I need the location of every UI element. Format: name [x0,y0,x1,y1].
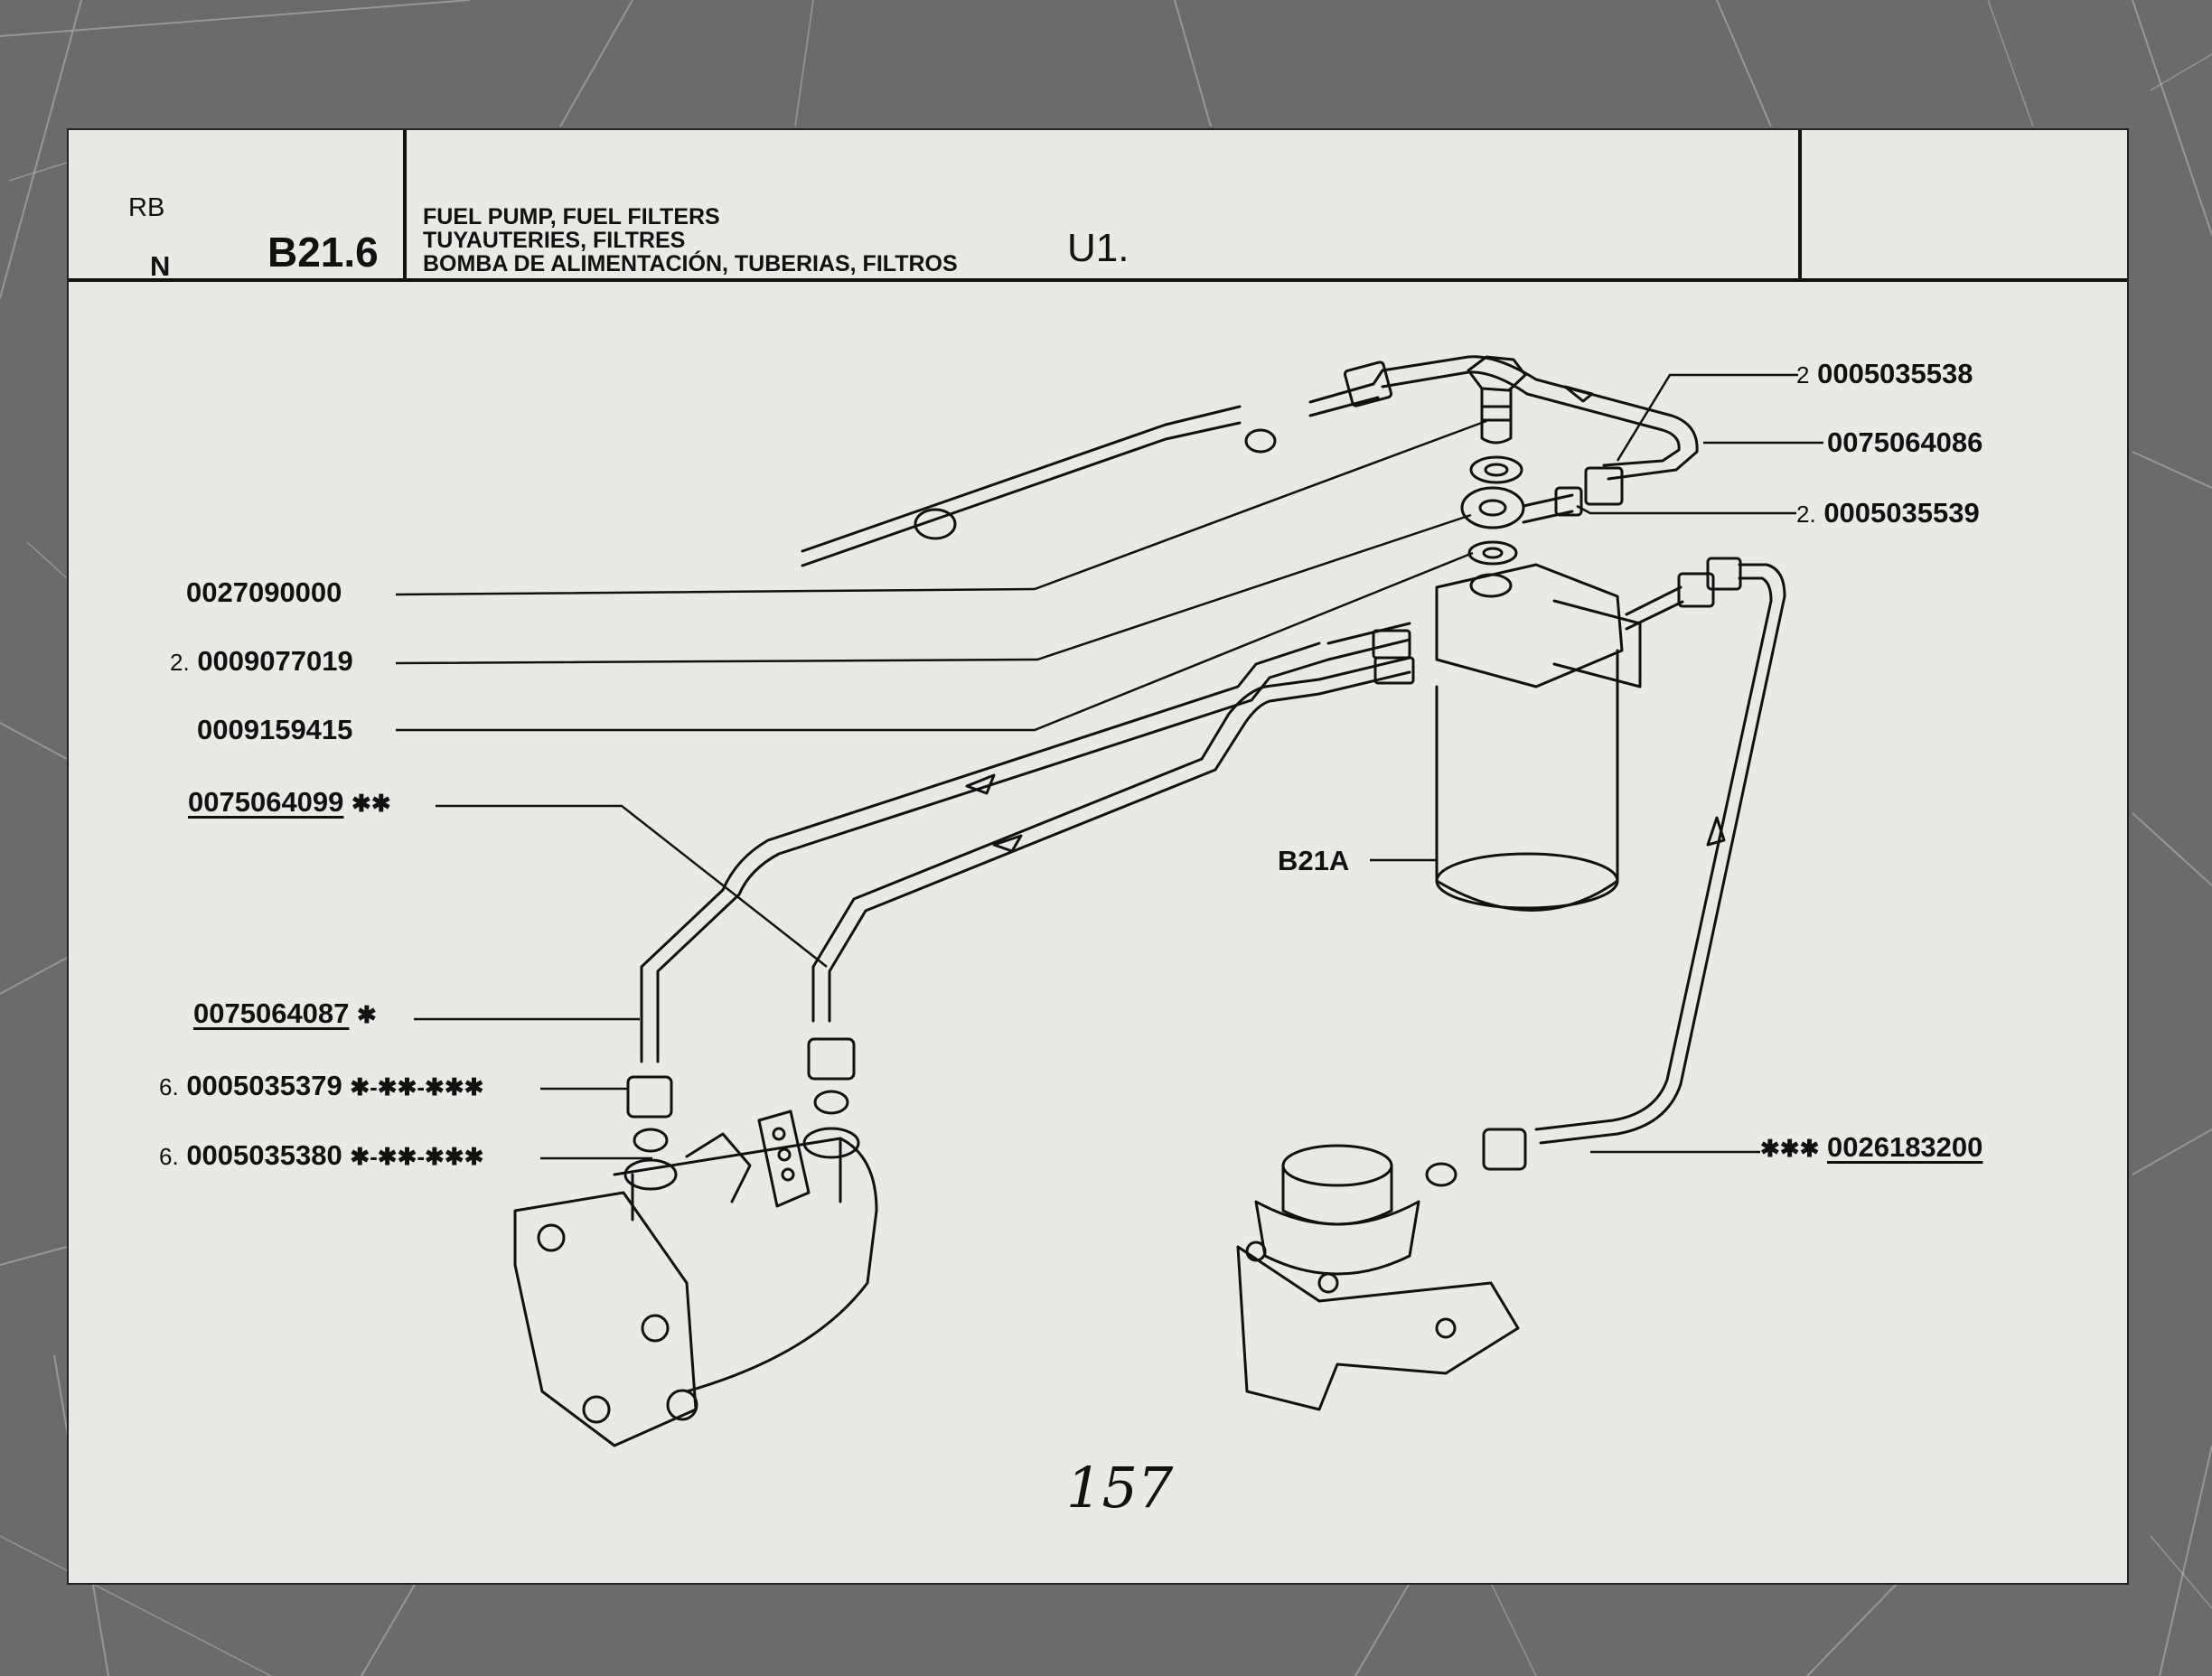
union-nuts [628,1039,854,1151]
callout-stars: ✱✱✱ [1760,1135,1820,1162]
callout-part-number: 0005035379 [186,1070,342,1101]
callout-part-number: 0009077019 [197,645,353,677]
callout-part-number: 0005035539 [1823,497,1980,529]
callout-qty: 6. [159,1143,179,1170]
callout-part-number: 0075064087 [193,997,350,1029]
fuel-filter-icon [1319,558,1740,911]
title-spanish: BOMBA DE ALIMENTACIÓN, TUBERIAS, FILTROS [423,251,958,276]
callout-stars: ✱-✱✱-✱✱✱ [350,1143,484,1170]
callout-0005035538 [1796,360,1973,388]
callout-part-number: 0075064086 [1827,426,1983,458]
callout-part-number: 0009159415 [197,714,353,745]
callout-part-number: 0005035380 [186,1139,342,1171]
callout-part-number: 0026183200 [1826,1131,1983,1163]
injection-pump-icon [515,1111,876,1446]
callout-qty: 2 [1796,361,1810,389]
model-code: U1. [1067,226,1129,270]
callout-qty: 6. [159,1073,179,1100]
rb-label: RB [128,193,165,222]
callout-stars: ✱-✱✱-✱✱✱ [350,1073,484,1100]
callout-0005035539 [1796,499,1980,527]
assembly-reference: B21A [1278,845,1350,876]
callout-0005035379 [159,1072,483,1100]
callout-qty: 2. [170,649,190,676]
callout-0075064087 [193,999,377,1027]
title-english: FUEL PUMP, FUEL FILTERS [423,204,720,229]
callout-0027090000 [186,578,342,606]
return-pipe [802,407,1275,566]
callout-0005035380 [159,1141,483,1169]
callout-0075064086 [1827,428,1982,456]
lift-pump-icon [1238,1146,1518,1409]
section-code: B21.6 [267,229,379,276]
callout-part-number: 0005035538 [1817,358,1973,389]
title-french: TUYAUTERIES, FILTRES [423,228,686,253]
callout-qty: 2. [1796,501,1816,528]
callout-0075064099 [188,788,391,816]
callout-part-number: 0027090000 [186,576,342,608]
callout-part-number: 0075064099 [188,786,344,818]
page-number: 157 [1066,1455,1174,1521]
banjo-bolt-icon [1462,357,1622,564]
callout-stars: ✱ [357,1001,377,1028]
callout-0026183200 [1760,1133,1982,1161]
callout-stars: ✱✱ [351,790,391,817]
callout-0009159415 [197,716,352,744]
pipe-0075064086 [1310,357,1697,479]
callout-0009077019 [170,647,353,675]
n-label: N [150,250,171,282]
pipe-0075064087 [642,643,1328,1062]
